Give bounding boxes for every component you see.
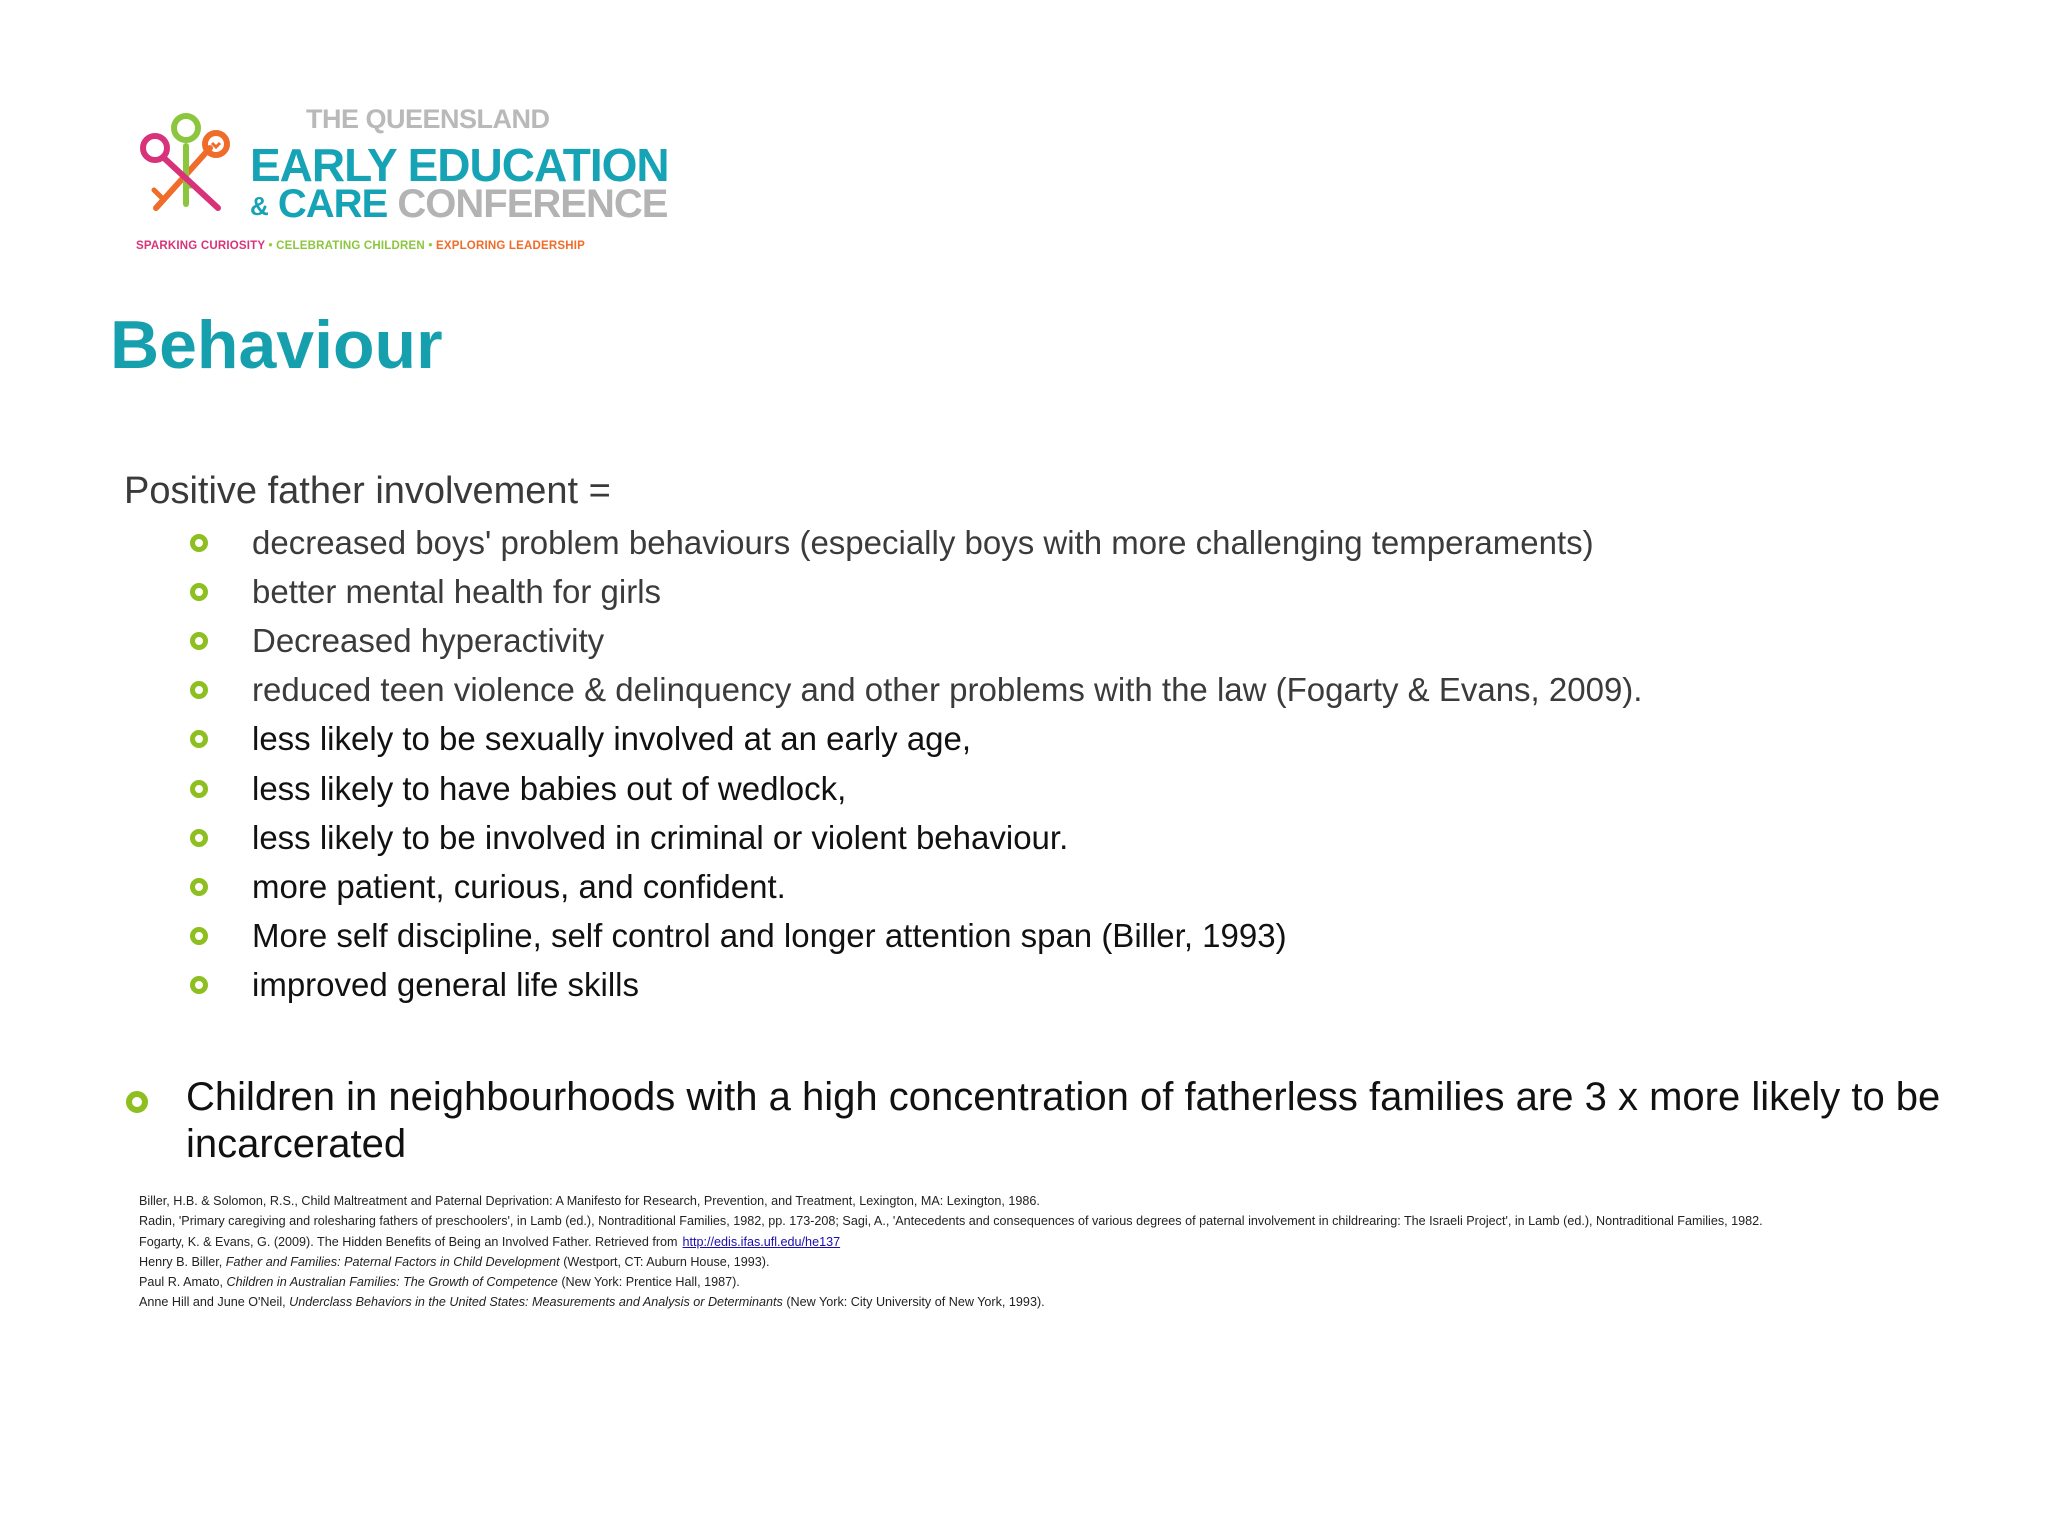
slide-title: Behaviour	[110, 307, 443, 383]
bullet-icon	[190, 730, 208, 748]
list-item	[190, 912, 1642, 961]
list-item	[190, 764, 1642, 813]
reference-biller	[139, 1254, 1929, 1271]
references	[139, 1193, 1929, 1315]
bullet-icon	[190, 829, 208, 847]
list-item-text: less likely to be sexually involved at an early age,	[252, 720, 972, 758]
incarceration-text: Children in neighbourhoods with a high concentration of fatherless families are 3 x more likely to be incarcerated	[186, 1075, 1941, 1166]
logo-conference: CONFERENCE	[397, 182, 668, 226]
list-item	[190, 715, 1642, 764]
bullet-icon	[190, 632, 208, 650]
bullet-icon	[190, 927, 208, 945]
list-item	[190, 961, 1642, 1010]
reference-book-title: Father and Families: Paternal Factors in Child Development	[225, 1254, 560, 1269]
list-item	[190, 567, 1642, 616]
reference-hill-oneil	[139, 1294, 1929, 1311]
list-item	[190, 616, 1642, 665]
keys-logo-icon	[138, 108, 232, 216]
list-item	[190, 518, 1642, 567]
tagline-separator: •	[428, 240, 433, 252]
bullet-icon	[190, 681, 208, 699]
list-item	[190, 862, 1642, 911]
bullet-icon	[126, 1091, 148, 1113]
list-item	[190, 666, 1642, 715]
reference-fogarty-text: Fogarty, K. & Evans, G. (2009). The Hidden Benefits of Being an Involved Father. Retrieved from	[139, 1234, 678, 1249]
bullet-icon	[190, 780, 208, 798]
list-item-text: improved general life skills	[252, 966, 639, 1004]
bullet-icon	[190, 583, 208, 601]
tagline-part-2: CELEBRATING CHILDREN	[276, 240, 425, 252]
bullet-icon	[190, 976, 208, 994]
bullet-icon	[190, 534, 208, 552]
incarceration-statement	[126, 1074, 1996, 1168]
reference-author: Henry B. Biller,	[139, 1254, 223, 1269]
reference-author: Paul R. Amato,	[139, 1275, 223, 1290]
reference-amato	[139, 1274, 1929, 1291]
list-item-text: better mental health for girls	[252, 572, 662, 610]
logo-tagline	[136, 240, 585, 252]
logo-line-1: THE QUEENSLAND	[306, 104, 550, 134]
benefits-list	[190, 518, 1642, 1010]
reference-book-title: Underclass Behaviors in the United States: Measurements and Analysis or Determinants	[289, 1295, 783, 1310]
logo-line-3	[250, 182, 667, 227]
tagline-part-1: SPARKING CURIOSITY	[136, 240, 266, 252]
reference-publisher: (Westport, CT: Auburn House, 1993).	[563, 1254, 770, 1269]
reference-publisher: (New York: City University of New York, 1993).	[786, 1295, 1045, 1310]
tagline-separator: •	[268, 240, 273, 252]
reference-fogarty	[139, 1234, 1929, 1251]
bullet-icon	[190, 878, 208, 896]
conference-logo	[136, 100, 669, 265]
logo-ampersand: &	[250, 190, 268, 221]
list-item-text: less likely to have babies out of wedlock,	[252, 769, 847, 807]
lead-text: Positive father involvement =	[124, 470, 611, 512]
reference-book-title: Children in Australian Families: The Growth of Competence	[226, 1275, 558, 1290]
logo-care: CARE	[277, 182, 388, 226]
list-item-text: reduced teen violence & delinquency and other problems with the law (Fogarty & Evans, 2009).	[252, 671, 1643, 709]
list-item	[190, 813, 1642, 862]
reference-publisher: (New York: Prentice Hall, 1987).	[561, 1275, 740, 1290]
list-item-text: more patient, curious, and confident.	[252, 867, 786, 905]
reference-link[interactable]: http://edis.ifas.ufl.edu/he137	[682, 1234, 841, 1249]
reference-biller-solomon: Biller, H.B. & Solomon, R.S., Child Maltreatment and Paternal Deprivation: A Manifesto for Research, Prevention, and Treatment, Lexington, MA: Lexington, 1986.	[139, 1194, 1040, 1208]
reference-radin: Radin, 'Primary caregiving and rolesharing fathers of preschoolers', in Lamb (ed.), Nontraditional Families, 1982, pp. 173-208; Sagi, A., 'Antecedents and consequences of various degrees of paternal involvement in childrearing: The Israeli Project', in Lamb (ed.), Nontraditional Families, 1982.	[139, 1214, 1763, 1229]
reference-author: Anne Hill and June O'Neil,	[139, 1295, 286, 1310]
list-item-text: less likely to be involved in criminal or violent behaviour.	[252, 818, 1069, 856]
tagline-part-3: EXPLORING LEADERSHIP	[435, 240, 586, 252]
logo-line-2: EARLY EDUCATION	[250, 139, 669, 191]
list-item-text: Decreased hyperactivity	[252, 621, 605, 659]
list-item-text: More self discipline, self control and longer attention span (Biller, 1993)	[252, 917, 1287, 955]
list-item-text: decreased boys' problem behaviours (especially boys with more challenging temperaments)	[252, 523, 1594, 561]
